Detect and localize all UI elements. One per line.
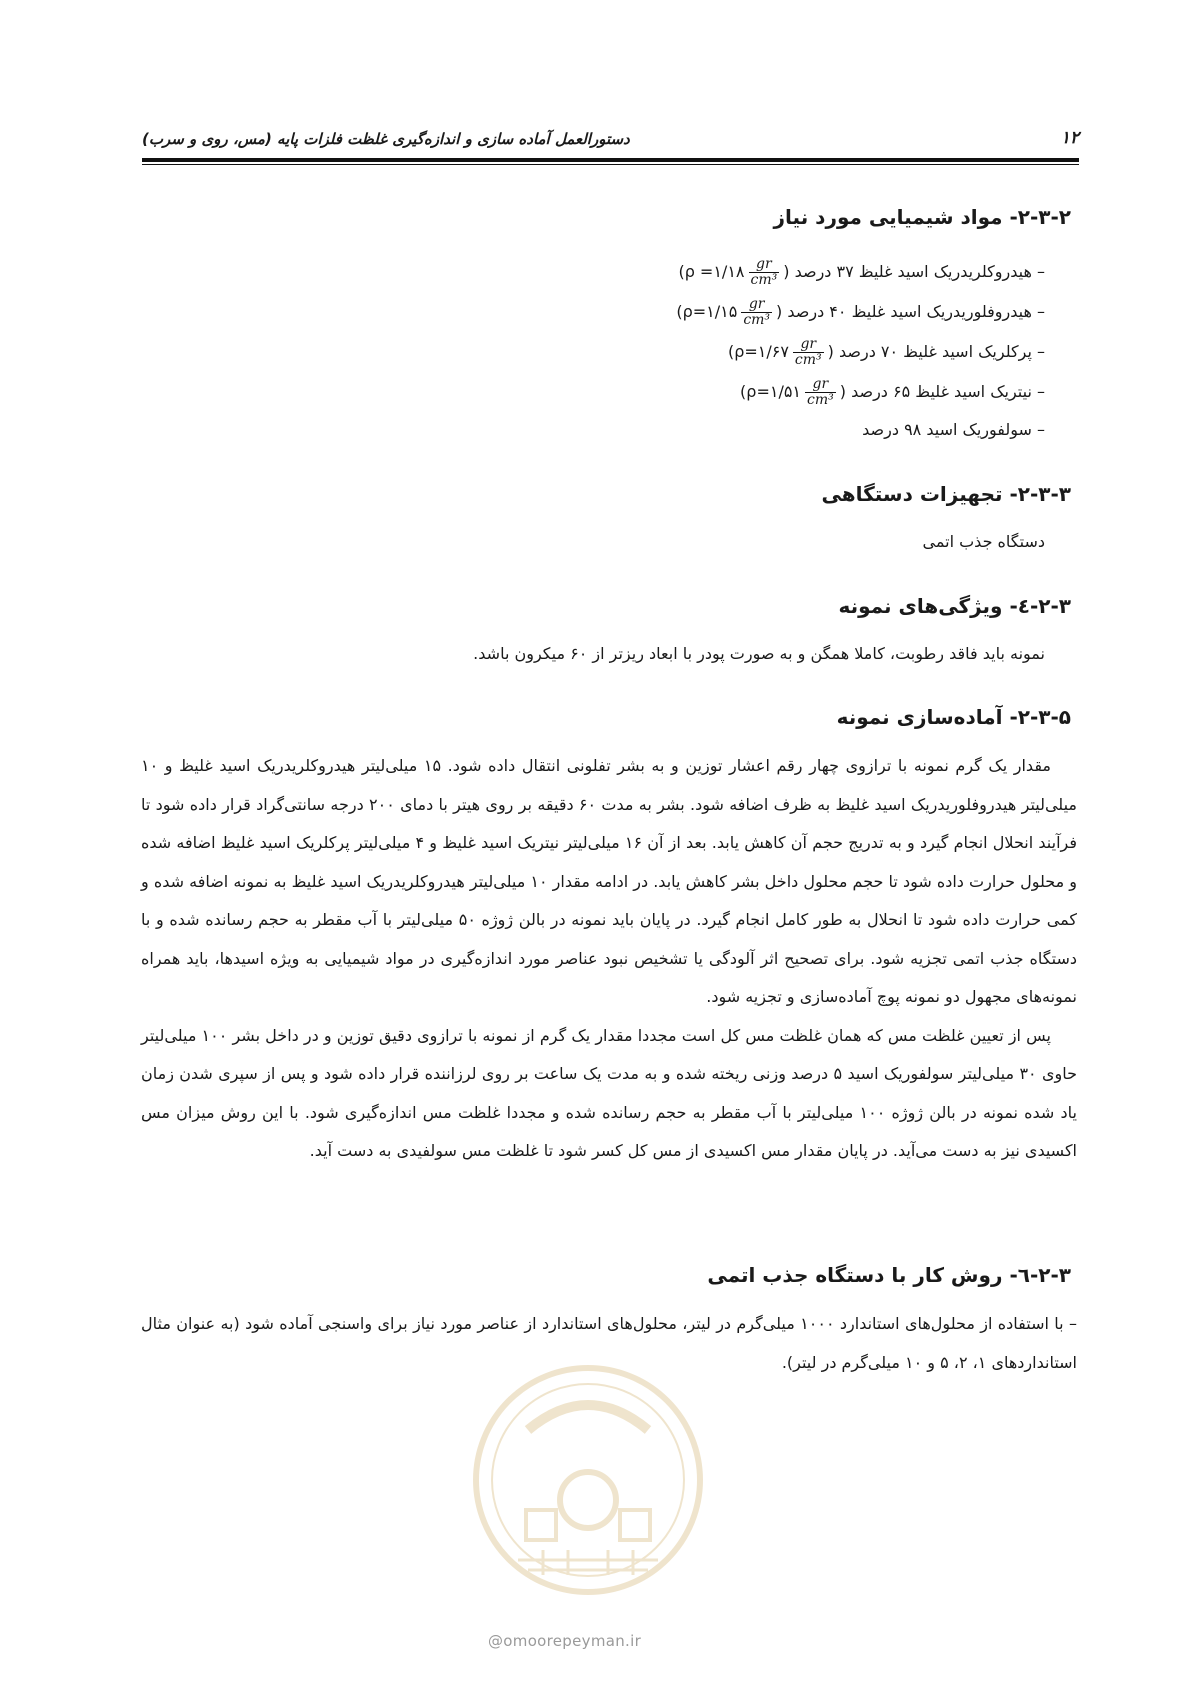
unit-fraction: $\frac{gr}{\text{cm³}}$ (750, 256, 778, 288)
heading-equipment: ۲-۳-۳- تجهیزات دستگاهی (821, 482, 1071, 506)
chemical-item-1: – هیدروکلریدریک اسید غلیظ ۳۷ درصد ( $\frac{gr}{\text{cm³}}$ ρ =۱/۱۸) (678, 256, 1045, 288)
watermark-url: @omoorepeyman.ir (488, 1632, 642, 1650)
heading-chemicals: ۲-۳-۲- مواد شیمیایی مورد نیاز (773, 205, 1071, 229)
unit-fraction: $\frac{gr}{\text{cm³}}$ (743, 296, 771, 328)
procedure-paragraph: – با استفاده از محلول‌های استاندارد ۱۰۰۰ میلی‌گرم در لیتر، محلول‌های استاندارد از عناصر مورد نیاز برای واسنجی آماده شود (به عنوان مثال استانداردهای ۱، ۲، ۵ و ۱۰ میلی‌گرم در لیتر). (141, 1314, 1078, 1372)
header-rule-thin (142, 164, 1079, 165)
preparation-paragraph-1: مقدار یک گرم نمونه با ترازوی چهار رقم اعشار توزین و به بشر تفلونی انتقال داده شود. ۱۵ میلی‌لیتر هیدروکلریدریک اسید غلیظ و ۱۰ میلی‌لیتر هیدروفلوریدریک اسید غلیظ به ظرف اضافه شود. بشر به مدت ۶۰ دقیقه بر روی هیتر با دمای ۲۰۰ درجه سانتی‌گراد قرار داده شود تا فرآیند انحلال انجام گیرد و به تدریج حجم آن کاهش یابد. بعد از آن ۱۶ میلی‌لیتر نیتریک اسید غلیظ و ۴ میلی‌لیتر پرکلریک اسید غلیظ اضافه شده و محلول حرارت داده شود تا حجم محلول داخل بشر کاهش یابد. در ادامه مقدار ۱۰ میلی‌لیتر هیدروکلریدریک اسید غلیظ به نمونه اضافه شده و کمی حرارت داده شود تا انحلال به طور کامل انجام گیرد. در پایان باید نمونه در بالن ژوژه ۵۰ میلی‌لیتر با آب مقطر به حجم رسانده شده و با دستگاه جذب اتمی تجزیه شود. برای تصحیح اثر آلودگی یا تشخیص نبود عناصر مورد اندازه‌گیری در مواد شیمیایی به ویژه اسیدها، باید همراه نمونه‌های مجهول دو نمونه پوچ آماده‌سازی و تجزیه شود. (141, 756, 1078, 1006)
preparation-paragraph-2: پس از تعیین غلظت مس که همان غلظت مس کل است مجددا مقدار یک گرم از نمونه با ترازوی دقیق توزین و در داخل بشر ۱۰۰ میلی‌لیتر حاوی ۳۰ میلی‌لیتر سولفوریک اسید ۵ درصد وزنی ریخته شده و به مدت یک ساعت بر روی لرزاننده قرار داده شود و پس از سپری شدن زمان یاد شده نمونه در بالن ژوژه ۱۰۰ میلی‌لیتر با آب مقطر به حجم رسانده شده و مجددا غلظت مس اندازه‌گیری شود. با این روش میزان مس اکسیدی نیز به دست می‌آید. در پایان مقدار مس اکسیدی از مس کل کسر شود تا غلظت مس سولفیدی به دست آید. (141, 1025, 1078, 1160)
running-title: دستورالعمل آماده سازی و اندازه‌گیری غلظت فلزات پایه (مس، روی و سرب) (142, 130, 630, 148)
equipment-text: دستگاه جذب اتمی (922, 532, 1045, 551)
chemical-item-4: – نیتریک اسید غلیظ ۶۵ درصد ( $\frac{gr}{\text{cm³}}$ ρ=۱/۵۱) (740, 376, 1045, 408)
header-rule (142, 158, 1079, 162)
chemical-item-5: – سولفوریک اسید ۹۸ درصد (862, 420, 1045, 439)
unit-fraction: $\frac{gr}{\text{cm³}}$ (807, 376, 834, 408)
watermark-seal-icon (468, 1360, 708, 1600)
heading-preparation: ۲-۳-۵- آماده‌سازی نمونه (836, 705, 1071, 729)
chemical-item-2: – هیدروفلوریدریک اسید غلیظ ۴۰ درصد ( $\frac{gr}{\text{cm³}}$ ρ=۱/۱۵) (676, 296, 1045, 328)
heading-sample-properties: ۲-۳-٤- ویژگی‌های نمونه (838, 594, 1071, 618)
heading-procedure: ۲-۳-٦- روش کار با دستگاه جذب اتمی (707, 1263, 1071, 1287)
page-number: ۱۲ (1060, 128, 1079, 148)
preparation-body (141, 747, 1077, 1171)
chemical-item-3: – پرکلریک اسید غلیظ ۷۰ درصد ( $\frac{gr}{\text{cm³}}$ ρ=۱/۶۷) (727, 336, 1045, 368)
running-header (142, 128, 1079, 158)
unit-fraction: $\frac{gr}{\text{cm³}}$ (794, 336, 822, 368)
sample-properties-text: نمونه باید فاقد رطوبت، کاملا همگن و به صورت پودر با ابعاد ریزتر از ۶۰ میکرون باشد. (473, 644, 1045, 663)
